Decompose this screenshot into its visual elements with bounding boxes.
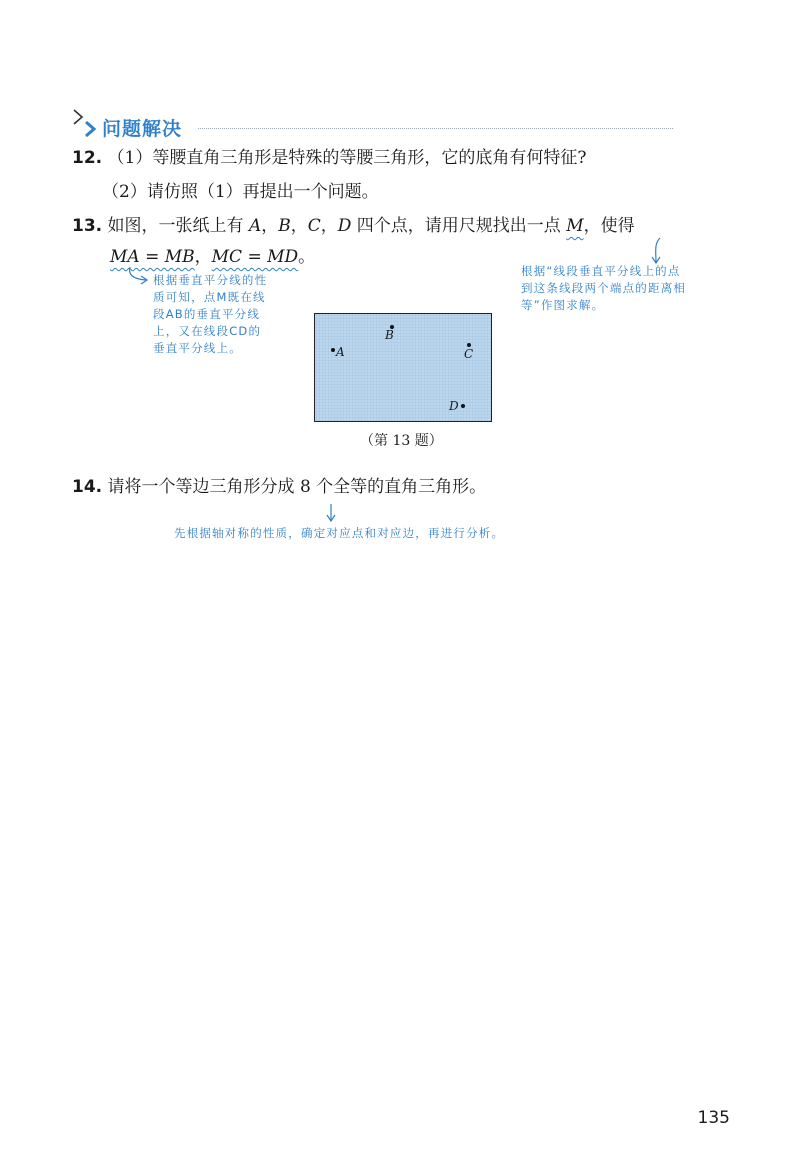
question-13-line-1: 13. 如图，一张纸上有 A，B，C，D 四个点，请用尺规找出一点 M，使得 [72,216,635,236]
question-12-line-1 [72,146,586,170]
hint-note-bottom: 先根据轴对称的性质，确定对应点和对应边，再进行分析。 [174,526,505,540]
question-12-line-2 [102,180,379,204]
hint-line: 段AB的垂直平分线 [153,307,261,321]
arrow-icon [324,503,338,523]
section-divider [198,128,673,129]
hint-line: 垂直平分线上。 [153,341,242,355]
figure-caption: （第 13 题） [360,433,443,449]
hint-line: 等”作图求解。 [521,298,605,312]
question-text: 四个点，请用尺规找出一点 [351,216,567,236]
point-symbol: B [278,216,291,236]
equation-ma-mb: MA = MB [110,247,195,267]
point-symbol: C [307,216,321,236]
section-header [70,106,680,142]
point-label-a: A [336,345,345,359]
question-number: 14. [72,477,103,497]
point-label-d: D [449,399,459,413]
figure-paper [314,313,492,422]
point-symbol: A [248,216,262,236]
question-text: 如图，一张纸上有 [107,216,249,236]
hint-note-left [153,272,303,357]
point-a [331,348,335,352]
arrow-icon [648,236,668,266]
question-text: 请将一个等边三角形分成 [107,477,300,497]
point-label-b: B [385,328,394,342]
hint-line: 根据“线段垂直平分线上的点 [521,264,681,278]
section-title: 问题解决 [102,118,183,140]
question-text: 个全等的直角三角形。 [310,477,487,497]
question-number: 13. [72,216,103,236]
hint-line: 到这条线段两个端点的距离相 [521,281,687,295]
question-text: （2）请仿照（1）再提出一个问题。 [102,182,379,202]
page-number: 135 [697,1108,730,1128]
equation-mc-md: MC = MD [211,247,299,267]
question-14 [72,475,486,499]
hint-line: 质可知，点M既在线 [153,290,266,304]
question-text: （1）等腰直角三角形是特殊的等腰三角形，它的底角有何特征? [107,148,587,168]
hint-line: 上，又在线段CD的 [153,324,262,338]
number-eight: 8 [299,477,311,497]
hint-note-right [521,263,751,314]
hint-line: 根据垂直平分线的性 [153,273,268,287]
point-symbol: M [566,216,584,236]
point-label-c: C [464,347,474,361]
separator: ， [194,247,212,267]
chevron-right-icon [70,106,102,142]
question-number: 12. [72,148,103,168]
point-symbol: D [337,216,352,236]
point-d [461,404,465,408]
period: 。 [298,247,316,267]
question-text: ，使得 [583,216,635,236]
